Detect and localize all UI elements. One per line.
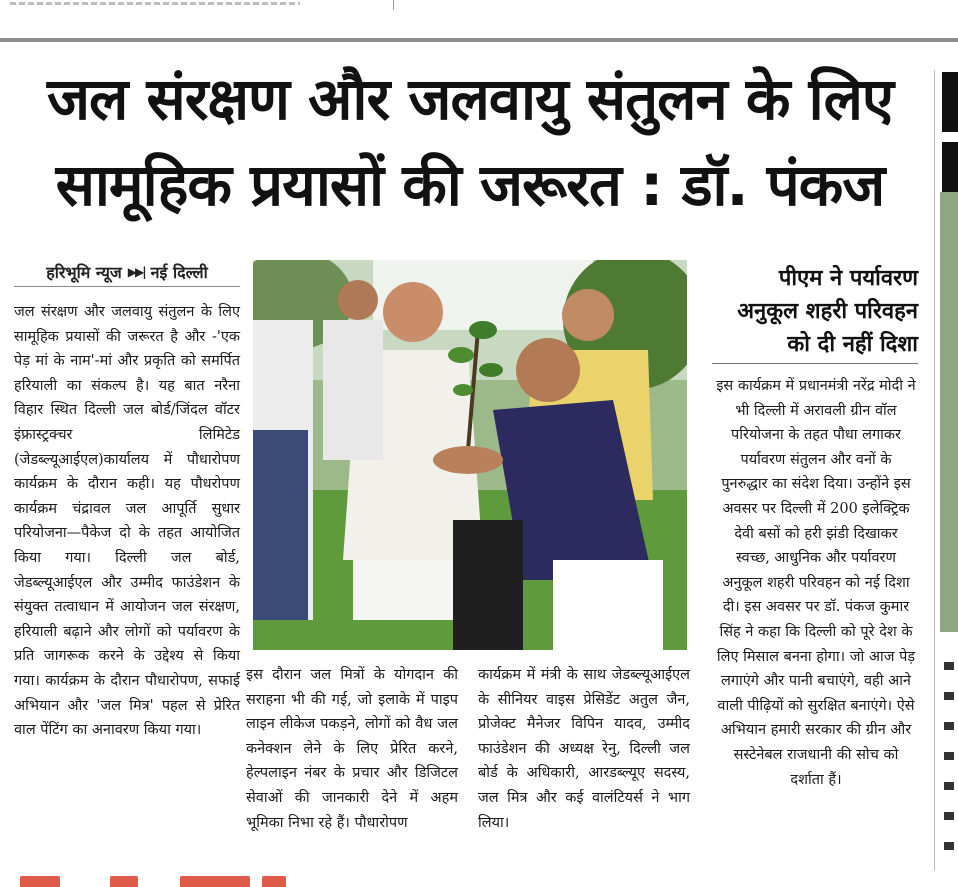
previous-page-strip <box>0 0 958 38</box>
right-column-rule <box>934 70 935 870</box>
article-column-1 <box>14 300 240 743</box>
next-article-fragment <box>0 872 958 887</box>
column-divider-mark <box>393 0 394 10</box>
adjacent-article-fragment <box>936 42 958 887</box>
faded-text-line <box>10 2 300 5</box>
article-column-3 <box>478 663 690 835</box>
sidebar-paragraph: इस कार्यक्रम में प्रधानमंत्री नरेंद्र मोदी ने भी दिल्ली में अरावली ग्रीन वॉल परियोजना के तहत पौधा लगाकर पर्यावरण संतुलन और वनों के पुनरुद्धार का संदेश दिया। उन्होंने इस अवसर पर दिल्ली में 200 इलेक्ट्रिक देवी बसों को हरी झंडी दिखाकर स्वच्छ, आधुनिक और पर्यावरण अनुकूल शहरी परिवहन को नई दिशा दी। इस अवसर पर डॉ. पंकज कुमार सिंह ने कहा कि दिल्ली को पूरे देश के लिए मिसाल बनना होगा। जो आज पेड़ लगाएंगे और पानी बचाएंगे, वही आने वाली पीढ़ियों को सुरक्षित बनाएंगे। ऐसे अभियान हमारी सरकार की ग्रीन और सस्टेनेबल राजधानी की सोच को दर्शाता हैं। <box>716 378 916 788</box>
sidebar-column <box>716 374 916 792</box>
photo-illustration <box>253 260 687 650</box>
sidebar-headline: पीएम ने पर्यावरण अनुकूल शहरी परिवहन को दी नहीं दिशा <box>712 262 918 364</box>
red-headline-fragment <box>110 876 138 887</box>
headline-line-1: जल संरक्षण और जलवायु संतुलन के लिए <box>46 65 894 133</box>
article-column-2 <box>246 663 458 835</box>
article-paragraph-2: इस दौरान जल मित्रों के योगदान की सराहना भी की गई, जो इलाके में पाइप लाइन लीकेज पकड़ने, लोगों को वैध जल कनेक्शन लेने के लिए प्रेरित करने, हेल्पलाइन नंबर के प्रचार और डिजिटल सेवाओं की जानकारी देने में अहम भूमिका निभा रहे हैं। पौधारोपण <box>246 667 458 831</box>
byline <box>14 258 240 287</box>
article-paragraph-1: जल संरक्षण और जलवायु संतुलन के लिए सामूहिक प्रयासों की जरूरत है और -'एक पेड़ मां के नाम'-मां और प्रकृति को समर्पित हरियाली का संकल्प है। यह बात नरैना विहार स्थित दिल्ली जल बोर्ड/जिंदल वॉटर इंफ्रास्ट्रक्चर लिमिटेड (जेडब्ल्यूआईएल)कार्यालय में पौधारोपण कार्यक्रम के दौरान कही। यह पौधरोपण कार्यक्रम चंद्रावल जल आपूर्ति सुधार परियोजना—पैकेज दो के तहत आयोजित किया गया। दिल्ली जल बोर्ड, जेडब्ल्यूआईएल और उम्मीद फाउंडेशन के संयुक्त तत्वाधान में आयोजन जल संरक्षण, हरियाली बढ़ाने और लोगों को पर्यावरण के प्रति जागरूक करने के उद्देश्य से किया गया। कार्यक्रम के दौरान पौधारोपण, सफाई अभियान और 'जल मित्र' पहल से प्रेरित वाल पेंटिंग का अनावरण किया गया। <box>14 304 240 739</box>
adjacent-article-strip <box>936 42 958 887</box>
article-paragraph-3: कार्यक्रम में मंत्री के साथ जेडब्ल्यूआईएल के सीनियर वाइस प्रेसिडेंट अतुल जैन, प्रोजेक्ट मैनेजर विपिन यादव, उम्मीद फाउंडेशन की अध्यक्ष रेनु, दिल्ली जल बोर्ड के अधिकारी, आरडब्ल्यूए सदस्य, जल मित्र और कई वालंटियर्स ने भाग लिया। <box>478 667 690 831</box>
byline-source: हरिभूमि न्यूज <box>46 263 122 282</box>
byline-place: नई दिल्ली <box>150 263 208 282</box>
article-headline <box>0 65 940 219</box>
red-headline-fragment <box>20 876 60 887</box>
byline-arrow-icon: ▶▶| <box>127 265 145 279</box>
red-headline-fragment <box>262 876 286 887</box>
red-headline-fragment <box>180 876 250 887</box>
headline-line-2: सामूहिक प्रयासों की जरूरत : डॉ. पंकज <box>55 151 885 219</box>
header-rule <box>0 38 958 42</box>
article-photo <box>253 260 687 650</box>
